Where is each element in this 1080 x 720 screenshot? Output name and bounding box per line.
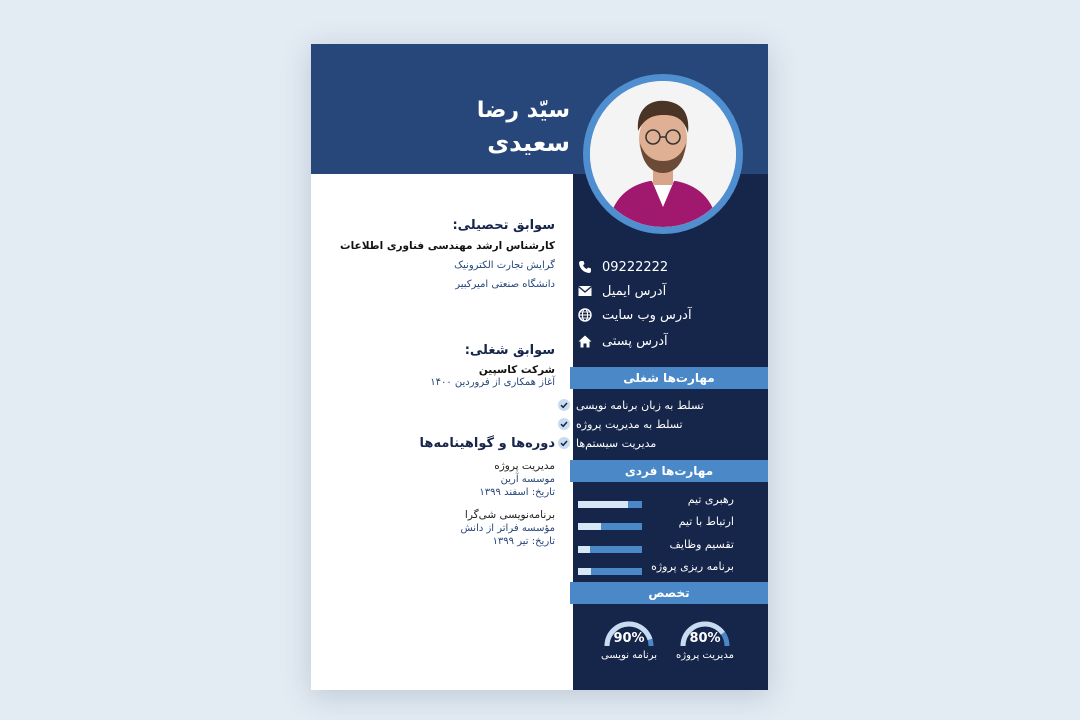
skill-bar-label: تقسیم وظایف xyxy=(669,538,734,551)
job-skill-label: مدیریت سیستم‌ها xyxy=(576,436,657,450)
work-start: آغاز همکاری از فروردین ۱۴۰۰ xyxy=(430,377,555,388)
first-name: سیّد رضا xyxy=(476,98,570,123)
profile-photo-frame xyxy=(583,74,743,234)
job-skill-item xyxy=(558,415,738,433)
skill-bar-label: ارتباط با تیم xyxy=(678,515,734,528)
check-circle-icon xyxy=(558,418,570,430)
gauge-label: مدیریت پروژه xyxy=(676,650,734,661)
home-icon xyxy=(578,335,592,348)
globe-icon xyxy=(578,308,592,322)
course-date: تاریخ: تیر ۱۳۹۹ xyxy=(492,536,555,547)
skill-bar-row xyxy=(573,538,768,558)
last-name: سعیدی xyxy=(487,129,570,157)
profile-photo xyxy=(590,81,736,227)
course-institute: مؤسسه فراتر از دانش xyxy=(460,523,555,534)
phone-number: 09222222 xyxy=(602,259,669,275)
skill-bar-fill xyxy=(578,568,591,575)
contact-phone xyxy=(578,256,738,278)
job-skill-item xyxy=(558,396,738,414)
expertise-heading: تخصص xyxy=(570,582,768,604)
job-skill-label: تسلط به مدیریت پروژه xyxy=(576,417,683,431)
expertise-gauge xyxy=(675,616,735,676)
job-skill-label: تسلط به زبان برنامه نویسی xyxy=(576,398,704,412)
skill-bar-track xyxy=(578,546,642,553)
website-text: آدرس وب سایت xyxy=(602,307,692,323)
courses-heading: دوره‌ها و گواهینامه‌ها xyxy=(419,436,555,451)
skill-bar-label: رهبری تیم xyxy=(687,493,734,506)
person-avatar-icon xyxy=(590,81,736,227)
personal-skills-heading: مهارت‌ها فردی xyxy=(570,460,768,482)
mail-icon xyxy=(578,285,592,297)
address-text: آدرس پستی xyxy=(602,333,668,349)
course-name: برنامه‌نویسی شی‌گرا xyxy=(464,509,555,521)
job-skills-heading: مهارت‌ها شغلی xyxy=(570,367,768,389)
email-text: آدرس ایمیل xyxy=(602,283,667,299)
course-institute: موسسه آرین xyxy=(500,474,555,485)
skill-bar-fill xyxy=(578,501,628,508)
skill-bar-label: برنامه ریزی پروژه xyxy=(651,560,734,573)
skill-bar-track xyxy=(578,568,642,575)
resume-page xyxy=(311,44,768,690)
expertise-gauge xyxy=(599,616,659,676)
skill-bar-fill xyxy=(578,523,601,530)
gauge-value: 90% xyxy=(613,631,645,646)
course-date: تاریخ: اسفند ۱۳۹۹ xyxy=(479,487,555,498)
skill-bar-row xyxy=(573,493,768,513)
course-name: مدیریت پروژه xyxy=(494,460,555,472)
phone-icon xyxy=(578,260,592,274)
work-heading: سوابق شغلی: xyxy=(464,343,555,358)
check-circle-icon xyxy=(558,399,570,411)
job-skill-item xyxy=(558,434,738,452)
skill-bar-fill xyxy=(578,546,590,553)
gauge-value: 80% xyxy=(689,631,721,646)
education-heading: سوابق تحصیلی: xyxy=(452,218,555,233)
contact-website xyxy=(578,304,738,326)
education-field: گرایش تجارت الکترونیک xyxy=(454,260,555,271)
skill-bar-track xyxy=(578,523,642,530)
contact-address xyxy=(578,330,738,352)
contact-email xyxy=(578,280,738,302)
check-circle-icon xyxy=(558,437,570,449)
name-block xyxy=(330,96,570,160)
education-degree: کارشناس ارشد مهندسی فناوری اطلاعات xyxy=(340,240,555,252)
skill-bar-track xyxy=(578,501,642,508)
skill-bar-row xyxy=(573,560,768,580)
work-company: شرکت کاسپین xyxy=(478,364,555,376)
skill-bar-row xyxy=(573,515,768,535)
education-university: دانشگاه صنعتی امیرکبیر xyxy=(455,279,555,290)
gauge-label: برنامه نویسی xyxy=(600,650,657,661)
